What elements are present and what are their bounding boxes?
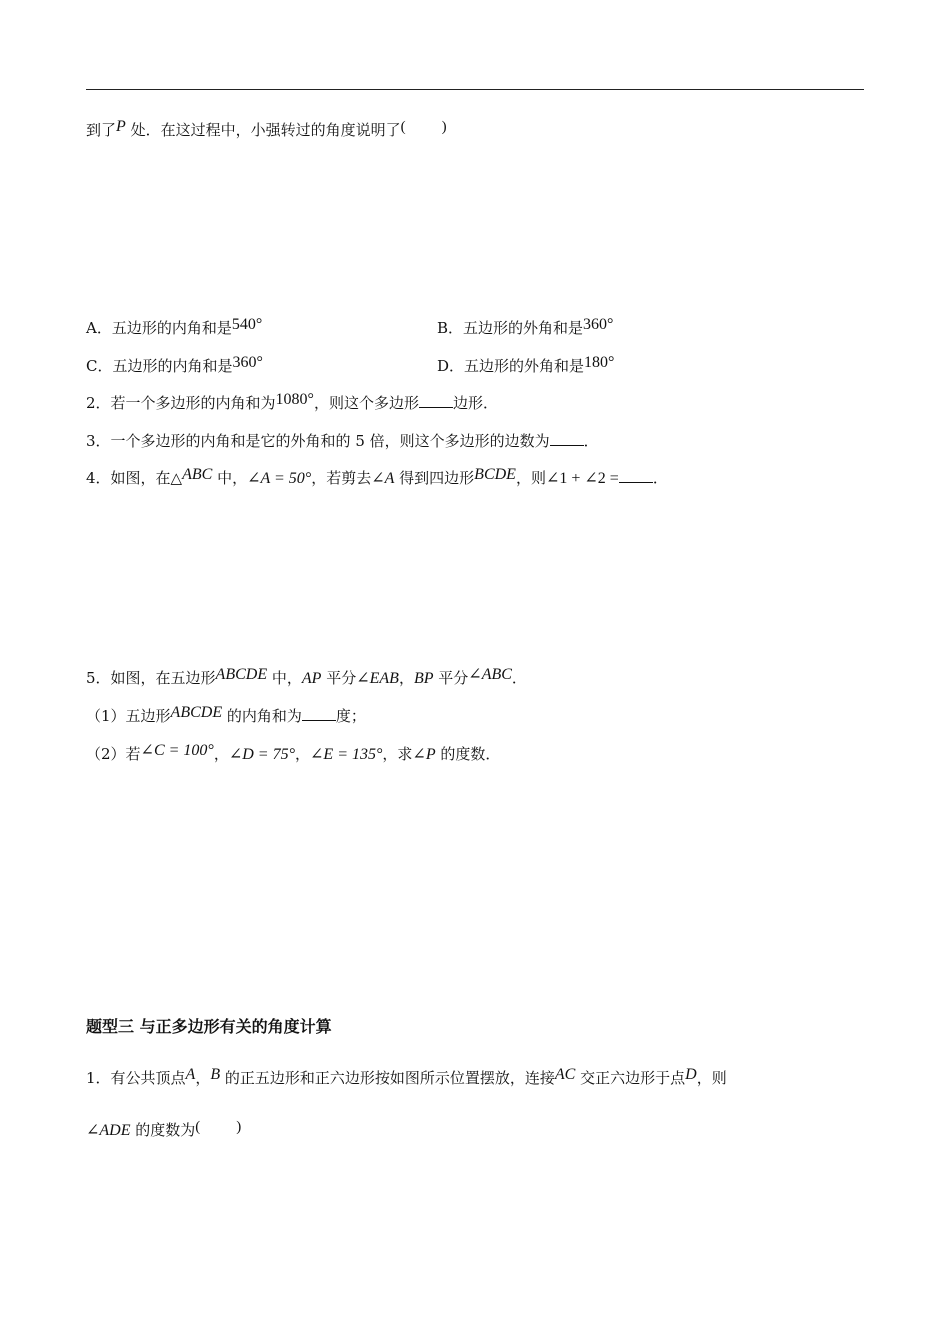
text: 的内角和为 [222,707,302,725]
math: A [185,1066,196,1083]
math-p: P [116,118,126,135]
text: 处．在这过程中，小强转过的角度说明了 [125,121,401,139]
math: ∠A [371,470,395,487]
answer-paren-close: ) [236,1119,242,1135]
text: ，若剪去 [311,469,372,487]
math: ∠C = 100° [140,742,214,759]
text: 5．如图，在五边形 [86,669,216,687]
math: ABC [182,466,213,483]
text: 的正五边形和正六边形按如图所示位置摆放，连接 [220,1069,555,1087]
header-rule [86,89,864,90]
answer-blank[interactable] [302,706,336,721]
option-a-label: A．五边形的内角和是 [86,319,232,337]
text: （2）若 [86,745,141,763]
option-a-value: 540° [231,316,263,333]
answer-blank[interactable] [619,468,653,483]
math: ABCDE [215,666,268,683]
answer-paren-open: ( [195,1119,201,1135]
math: ∠D = 75° [228,746,295,763]
math: ABCDE [170,704,223,721]
option-c-label: C．五边形的内角和是 [86,357,233,375]
question-continuation [86,120,447,141]
option-c-value: 360° [232,354,263,371]
text: 的度数为 [130,1121,196,1139]
question-2 [86,393,498,414]
text: （1）五边形 [86,707,171,725]
option-a[interactable] [86,318,262,339]
math: D [685,1066,697,1083]
text: ， [295,745,311,763]
text: ． [652,469,668,487]
math: ∠ABC [468,666,512,683]
text: ，则 [696,1069,727,1087]
text: 4．如图，在△ [86,469,183,487]
option-c[interactable] [86,356,263,377]
question-3 [86,431,599,451]
text: ， [213,745,229,763]
text: ，求 [382,745,413,763]
text: ，则这个多边形 [313,394,419,412]
text: ． [511,669,527,687]
text: 平分 [321,669,357,687]
text: ， [195,1069,211,1087]
math: AC [554,1066,576,1083]
section-3-question-1-cont [86,1120,241,1141]
text: 中， [267,669,302,687]
option-d-value: 180° [584,354,615,371]
option-d[interactable] [437,356,614,377]
answer-blank[interactable] [550,431,584,446]
option-d-label: D．五边形的外角和是 [437,357,585,375]
text: 中， [212,469,248,487]
question-5-part-1 [86,706,366,727]
text: 交正六边形于点 [575,1069,686,1087]
text: 度； [335,707,366,725]
question-4 [86,468,668,489]
text: 的度数． [435,745,501,763]
text: 平分 [433,669,469,687]
math: ∠A = 50° [247,470,312,487]
text: ，则 [515,469,546,487]
text: ． [583,432,599,450]
option-b[interactable] [437,318,613,339]
question-5-part-2 [86,744,500,765]
math: AP [301,670,322,687]
math: ∠P [412,746,436,763]
math: ∠EAB [356,670,399,687]
text: 3．一个多边形的内角和是它的外角和的 5 倍，则这个多边形的边数为 [86,432,550,450]
section-3-question-1 [86,1068,727,1089]
math: ∠E = 135° [310,746,383,763]
answer-blank[interactable] [419,393,453,408]
text: 边形． [452,394,498,412]
question-5 [86,668,527,689]
value: 1080° [275,391,314,408]
math: BCDE [474,466,516,483]
text: 2．若一个多边形的内角和为 [86,394,276,412]
answer-paren-open: ( [400,119,406,135]
section-heading: 题型三 与正多边形有关的角度计算 [86,1017,332,1036]
math: B [210,1066,221,1083]
math: ∠ADE [86,1122,131,1139]
text: 1．有公共顶点 [86,1069,186,1087]
option-b-value: 360° [583,316,614,333]
math: ∠1 + ∠2 = [545,470,619,487]
option-b-label: B．五边形的外角和是 [437,319,584,337]
text: 得到四边形 [394,469,475,487]
math: BP [413,670,434,687]
text: ， [398,669,414,687]
answer-paren-close: ) [441,119,447,135]
text: 到了 [86,121,117,139]
